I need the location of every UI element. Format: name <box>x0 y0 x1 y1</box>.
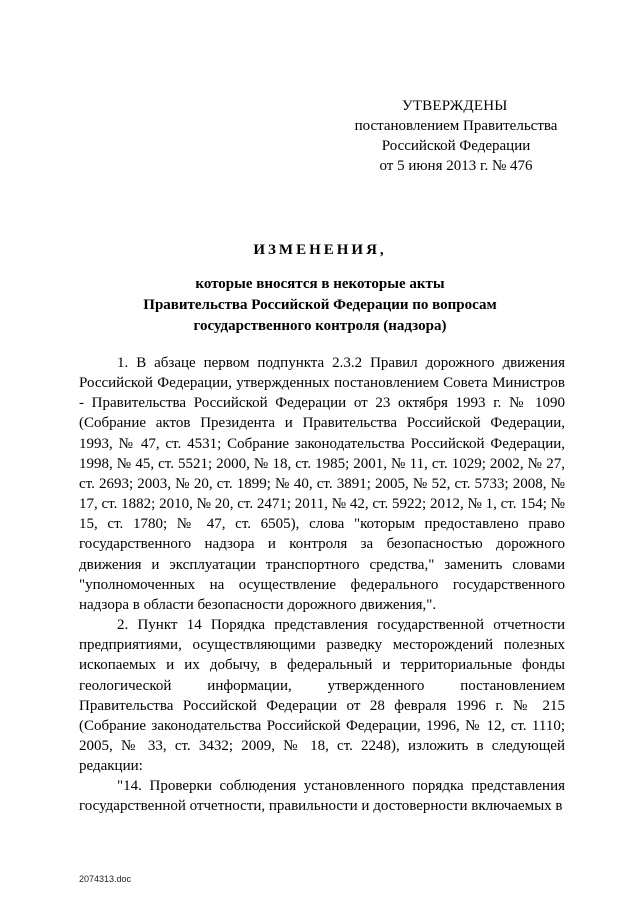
approval-title: УТВЕРЖДЕНЫ <box>402 98 508 114</box>
approval-block <box>336 96 576 176</box>
document-subtitle-line-2: Правительства Российской Федерации по вопросам <box>143 297 497 313</box>
approval-line-2: Российской Федерации <box>381 138 531 154</box>
file-name-footer: 2074313.doc <box>79 874 132 884</box>
paragraph-3: "14. Проверки соблюдения установленного порядка представления государственной отчетности, правильности и достоверности включаемых в <box>79 778 565 815</box>
paragraph-1: 1. В абзаце первом подпункта 2.3.2 Правил дорожного движения Российской Федерации, утвержденных постановлением Совета Министров - Правительства Российской Федерации от 23 октября 1993 г. № 1090 (Собрание актов Президента и Правительства Российской Федерации, 1993, № 47, ст. 4531; Собрание законодательства Российской Федерации, 1998, № 45, ст. 5521; 2000, № 18, ст. 1985; 2001, № 11, ст. 1029; 2002, № 27, ст. 2693; 2003, № 20, ст. 1899; № 40, ст. 3891; 2005, № 52, ст. 5733; 2008, № 17, ст. 1882; 2010, № 20, ст. 2471; 2011, № 42, ст. 5922; 2012, № 1, ст. 154; № 15, ст. 1780; № 47, ст. 6505), слова "которым предоставлено право государственного надзора и контроля за безопасностью дорожного движения и эксплуатации транспортного средства," заменить словами "уполномоченных на осуществление федерального государственного надзора в области безопасности дорожного движения,". <box>79 355 565 613</box>
approval-line-1: постановлением Правительства <box>354 118 558 134</box>
document-title: ИЗМЕНЕНИЯ, <box>253 242 387 258</box>
document-subtitle-line-3: государственного контроля (надзора) <box>193 318 447 334</box>
paragraph-2: 2. Пункт 14 Порядка представления государственной отчетности предприятиями, осуществляющими разведку месторождений полезных ископаемых и их добычу, в федеральный и территориальные фонды геологической информации, утвержденного постановлением Правительства Российской Федерации от 28 февраля 1996 г. № 215 (Собрание законодательства Российской Федерации, 1996, № 12, ст. 1110; 2005, № 33, ст. 3432; 2009, № 18, ст. 2248), изложить в следующей редакции: <box>79 617 565 775</box>
document-heading <box>90 240 550 337</box>
document-subtitle-line-1: которые вносятся в некоторые акты <box>195 276 445 292</box>
approval-line-3: от 5 июня 2013 г. № 476 <box>379 158 533 174</box>
document-body <box>79 353 565 817</box>
